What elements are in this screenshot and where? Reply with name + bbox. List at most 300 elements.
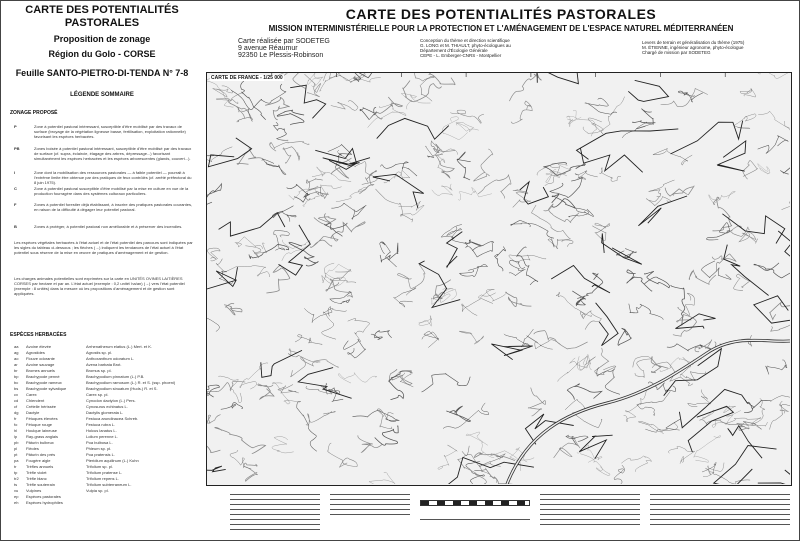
credit-line: Levers de terrain et généralisation du thème (1975) [642, 40, 745, 45]
species-code: pb [14, 440, 19, 445]
zone-boundary [298, 368, 351, 399]
species-scientific: Arrhenatherum elatius (L.) Mert. et K. [86, 344, 153, 349]
contour-line [474, 469, 531, 484]
contour-line [457, 152, 470, 180]
species-name: Brachypode sylvatique [26, 386, 67, 391]
zone-text: Zone à potentiel pastoral intéressant, susceptible d'être mobilisé par des travaux de surface (broyage de la végétation ligneuse basse, fertilisation, exploitation rationnelle) favorisant les espèces herbacées. [34, 124, 186, 139]
contour-line [295, 335, 322, 345]
credit-sodeteg [238, 38, 330, 59]
contour-line [706, 223, 729, 240]
zone-boundary [279, 225, 311, 275]
contour-line [755, 73, 790, 78]
species-name: Carex [26, 392, 37, 397]
contour-line [678, 293, 695, 315]
contour-line [531, 205, 570, 242]
species-name: Espèces pastorales [26, 494, 61, 499]
contour-line [371, 331, 392, 340]
contour-line [324, 223, 347, 236]
species-scientific: Phleum sp. pl. [86, 446, 112, 451]
zone-boundary [491, 344, 532, 360]
contour-line [374, 97, 402, 119]
contour-line [614, 465, 625, 484]
contour-line [570, 358, 590, 370]
contour-line [249, 245, 289, 259]
species-name: Trèfle blanc [26, 476, 47, 481]
contour-line [207, 147, 232, 162]
contour-line [221, 403, 243, 410]
legend-paragraph-species: Les espèces végétales herbacées à l'état actuel et de l'état potentiel des parcours sont indiquées par les sigles du tableau ci-dessous ; les flèches (→) indiquent les tendances de l'état actuel à l'état potentiel sous réserve de la mise en œuvre de pratiques d'aménagement et de gestion. [14, 240, 193, 255]
contour-line [495, 247, 506, 272]
contour-line [244, 463, 258, 481]
zone-boundary [577, 129, 679, 160]
contour-line [272, 437, 294, 453]
contour-line [528, 388, 545, 416]
contour-line [734, 274, 751, 290]
contour-line [358, 435, 382, 452]
contour-line [207, 318, 219, 331]
contour-line [782, 198, 791, 210]
contour-line [638, 421, 677, 434]
species-scientific: Anthoxanthum odoratum L. [86, 356, 135, 361]
contour-line [330, 292, 351, 304]
zone-boundary [207, 267, 238, 289]
zone-boundary [602, 233, 642, 264]
contour-line [694, 435, 721, 462]
species-code: eh [14, 500, 19, 505]
species-code: cf [14, 404, 18, 409]
contour-line [513, 190, 531, 208]
contour-line [478, 175, 511, 198]
contour-line [216, 259, 232, 284]
contour-line [770, 405, 789, 430]
species-scientific: Bromus sp. pl. [86, 368, 112, 373]
contour-line [567, 118, 596, 136]
contour-line [359, 171, 376, 194]
contour-line [343, 339, 365, 358]
credit-line: CEPE - L. Emberger-CNRS - Montpellier [420, 53, 502, 58]
contour-line [272, 383, 300, 404]
contour-line [546, 164, 571, 178]
zone-boundary [207, 466, 226, 472]
contour-line [770, 302, 790, 319]
zonage-title: ZONAGE PROPOSÉ [10, 110, 58, 116]
zone-text: Zones boisée à potentiel pastoral intéressant, susceptible d'être mobilisé par des travaux de surface (cf. supra, éclaircie, élagage des arbres, dépressage...) favorisant simultanément les espèces herbacées et les espèces arborescentes (glands, couvert...). [34, 146, 192, 161]
species-name: Fougère aigle [26, 458, 51, 463]
species-name: Trèfle violet [26, 470, 47, 475]
contour-line [506, 292, 532, 307]
credit-line: Carte réalisée par SODETEG [238, 38, 330, 45]
zone-boundary [579, 435, 612, 459]
contour-line [277, 110, 304, 125]
contour-line [394, 288, 416, 307]
species-scientific: Trifolium pratense L. [86, 470, 123, 475]
species-code: bs [14, 386, 19, 391]
contour-line [398, 265, 426, 289]
contour-line [771, 324, 790, 335]
contour-line [544, 204, 579, 223]
species-code: ep [14, 494, 19, 499]
contour-line [369, 472, 395, 484]
contour-line [585, 98, 617, 114]
contour-line [744, 400, 771, 412]
species-code: pt [14, 452, 18, 457]
zone-boundary [638, 196, 687, 226]
contour-line [230, 450, 251, 469]
species-name: Agrostides [26, 350, 45, 355]
contour-line [320, 73, 381, 91]
contour-line [548, 238, 573, 248]
contour-line [213, 86, 233, 97]
contour-line [224, 303, 242, 315]
contour-line [330, 269, 356, 283]
zone-boundary [717, 141, 746, 171]
contour-line [222, 266, 269, 277]
species-name: Crételle hérissée [26, 404, 57, 409]
zone-code: C [14, 186, 17, 191]
contour-line [566, 110, 581, 126]
species-name: Dactyle [26, 410, 40, 415]
contour-line [474, 453, 514, 461]
contour-line [331, 222, 365, 239]
species-scientific: Festuca rubra L. [86, 422, 116, 427]
zone-boundary [758, 470, 790, 484]
species-code: cd [14, 398, 19, 403]
proposition-label: Proposition de zonage [53, 34, 151, 44]
contour-line [306, 179, 323, 197]
contour-line [453, 237, 493, 257]
zone-boundary [580, 148, 642, 172]
contour-line [709, 191, 736, 204]
left-title [4, 4, 200, 29]
species-code: pl [14, 446, 18, 451]
contour-line [558, 356, 596, 381]
contour-line [734, 114, 756, 129]
contour-line [567, 384, 601, 400]
species-scientific: Festuca arundinacea Schreb. [86, 416, 139, 421]
contour-line [511, 101, 532, 123]
credit-line: 9 avenue Réaumur [238, 45, 298, 52]
species-scientific: Agrostis sp. pl. [86, 350, 113, 355]
contour-line [739, 232, 758, 243]
contour-line [389, 371, 412, 400]
zone-boundary [596, 303, 619, 346]
contour-line [618, 328, 631, 345]
species-scientific [86, 500, 194, 506]
contour-line [336, 187, 368, 202]
zone-boundary [754, 296, 790, 323]
contour-line [207, 381, 245, 395]
contour-line [565, 400, 602, 428]
credit-line: Chargé de mission par SODETEG [642, 50, 711, 55]
species-name: Pâturin des prés [26, 452, 56, 457]
contour-line [459, 331, 483, 344]
species-code: cx [14, 392, 18, 397]
zone-boundary [722, 214, 784, 244]
contour-line [592, 223, 609, 240]
zone-text: Zone à potentiel pastoral susceptible d'être mobilisé par la mise en culture en vue de la production fourragère dans des systèmes culturaux particuliers. [34, 186, 189, 196]
contour-line [235, 237, 263, 249]
contour-line [462, 298, 493, 315]
zone-boundary [323, 158, 370, 167]
species-scientific: Trifolium subterraneum L. [86, 482, 132, 487]
contour-line [550, 177, 582, 197]
contour-line [422, 331, 439, 347]
contour-line [331, 203, 366, 219]
especes-title: ESPÈCES HERBACÉES [10, 332, 67, 338]
contour-line [328, 443, 358, 467]
credit-line: M. ÉTIENNE, ingénieur agronome, phyto-écologue [642, 45, 744, 50]
contour-line [322, 308, 347, 339]
species-name: Fétuque rouge [26, 422, 53, 427]
contour-line [240, 363, 268, 389]
contour-line [754, 263, 790, 278]
contour-line [689, 270, 716, 284]
credit-line: G. LONG et M. THIAULT, phyto-écologues au [420, 43, 511, 48]
zone-boundary [628, 80, 668, 101]
legend-block-symbols [330, 490, 410, 536]
contour-line [314, 213, 336, 224]
species-name: Brachypode penné [26, 374, 60, 379]
zone-code: B [14, 224, 17, 229]
species-code: tr [14, 464, 17, 469]
credit-conception [420, 38, 511, 58]
species-list [14, 344, 194, 506]
species-name: Houlque laineuse [26, 428, 57, 433]
contour-line [554, 438, 580, 458]
contour-line [661, 89, 708, 107]
contour-line [575, 171, 598, 180]
contour-line [283, 147, 300, 164]
species-scientific: Cynosurus echinatus L. [86, 404, 128, 409]
contour-line [438, 445, 458, 469]
species-code: bp [14, 374, 19, 379]
contour-line [215, 427, 266, 453]
contour-line [258, 384, 274, 399]
species-scientific: Dactylis glomerata L. [86, 410, 124, 415]
species-code: ar [14, 362, 18, 367]
contour-line [600, 168, 621, 181]
contour-line [688, 390, 711, 407]
zone-boundary [447, 232, 463, 268]
contour-line [473, 149, 492, 181]
feuille-label: Feuille SANTO-PIETRO-DI-TENDA N° 7-8 [15, 68, 189, 78]
contour-line [616, 248, 636, 257]
contour-line [353, 411, 400, 422]
contour-line [305, 74, 321, 97]
contour-line [740, 88, 756, 97]
contour-line [458, 187, 492, 200]
contour-line [339, 373, 377, 384]
species-code: pa [14, 458, 19, 463]
species-scientific: Vulpia sp. pl. [86, 488, 109, 493]
species-scientific: Brachypodium sinuatum (Huds.) R. et S. [86, 386, 158, 391]
map-scale-label: CARTE DE FRANCE - 1/25 000 [211, 75, 283, 81]
species-name: Brachypode rameux [26, 380, 62, 385]
contour-line [218, 376, 241, 403]
zone-boundary [778, 231, 790, 264]
contour-line [702, 406, 735, 419]
contour-line [287, 184, 310, 202]
contour-line [701, 261, 731, 279]
contour-line [577, 273, 602, 299]
contour-line [433, 280, 450, 300]
contour-line [263, 159, 286, 175]
species-name: Espèces hydrophiles [26, 500, 63, 505]
legend-paragraph-charges: Les charges animales potentielles sont exprimées sur la carte en UNITÉS OVINES LAITIÈRES CORSES par hectare et par an. L'état actuel (exemple : 0,2 unité/ ha/an) (→) vers l'état potentiel (exemple : 8 unités) dans la mesure où les propositions d'aménagement et de gestion sont appliquées. [14, 276, 185, 296]
contour-line [678, 91, 702, 102]
contour-line [629, 304, 663, 320]
contour-line [478, 289, 505, 301]
legend-block-scale [420, 490, 530, 536]
contour-line [306, 411, 335, 425]
contour-line [306, 383, 332, 394]
zone-text: Zone dont la mobilisation des ressources pastorales — à faible potentiel — pourrait à l'extrême limite être obtenue par des pratiques de feux contrôlés (cf. arrêté préfectoral du 8 juin 1975). [34, 170, 192, 185]
contour-line [381, 162, 418, 176]
contour-line [713, 197, 732, 231]
species-name: Fléoles [26, 446, 39, 451]
main-title: CARTE DES POTENTIALITÉS PASTORALES [345, 6, 657, 22]
contour-line [509, 260, 525, 275]
contour-line [671, 285, 685, 326]
species-code: ts [14, 482, 18, 487]
contour-line [622, 122, 653, 138]
species-name: Fétuques élevées [26, 416, 58, 421]
contour-line [569, 208, 594, 217]
species-code: lp [14, 434, 18, 439]
mission-title: MISSION INTERMINISTÉRIELLE POUR LA PROTECTION ET L'AMÉNAGEMENT DE L'ESPACE NATUREL MÉDITERRANÉEN [268, 24, 734, 33]
river [507, 340, 790, 484]
species-code: br [14, 368, 18, 373]
contour-line [580, 454, 610, 476]
contour-line [644, 271, 669, 288]
species-code: tr2 [14, 476, 19, 481]
contour-line [742, 160, 757, 179]
legend-block-roads [540, 490, 640, 536]
contour-line [207, 248, 220, 261]
zone-code: F [14, 202, 17, 207]
species-scientific: Brachypodium pinnatum (L.) P.B. [86, 374, 145, 379]
species-scientific: Poa pratensis L. [86, 452, 115, 457]
species-code: dg [14, 410, 19, 415]
contour-line [441, 225, 462, 238]
left-title-line2: PASTORALES [64, 17, 140, 29]
species-code: ao [14, 356, 19, 361]
contour-line [758, 136, 788, 154]
contour-line [509, 73, 541, 101]
contour-line [348, 319, 370, 342]
species-name: Trèfle souterrain [26, 482, 55, 487]
zone-boundary [728, 426, 762, 459]
contour-line [207, 184, 222, 210]
zone-boundary [724, 245, 769, 296]
contour-line [380, 242, 397, 267]
zone-code: PB [14, 146, 20, 151]
left-title-line1: CARTE DES POTENTIALITÉS [25, 4, 179, 16]
contour-line [274, 122, 289, 140]
species-scientific: Pteridium aquilinum (L.) Kuhn [86, 458, 139, 463]
species-code: aa [14, 344, 19, 349]
species-scientific: Poa bulbosa L. [86, 440, 113, 445]
contour-line [422, 374, 471, 392]
legend-title: LÉGENDE SOMMAIRE [70, 92, 134, 98]
contour-line [270, 142, 309, 152]
contour-line [311, 235, 338, 248]
species-scientific: Carex sp. pl. [86, 392, 109, 397]
contour-line [331, 100, 358, 110]
contour-line [758, 111, 790, 133]
species-name: Avoine élevée [26, 344, 52, 349]
contour-line [427, 73, 455, 85]
zone-boundary [714, 446, 777, 485]
zone-boundary [208, 138, 251, 167]
zone-boundary [671, 121, 743, 154]
contour-line [632, 109, 655, 125]
contour-line [297, 401, 317, 451]
contour-line [207, 440, 220, 452]
species-scientific: Avena barbata Brot. [86, 362, 122, 367]
contour-line [653, 149, 692, 166]
contour-line [597, 368, 620, 395]
species-name: Vulpines [26, 488, 42, 493]
species-name: Chiendent [26, 398, 45, 403]
species-code: ag [14, 350, 19, 355]
contour-line [552, 194, 576, 208]
zone-boundary [537, 73, 601, 84]
species-code: vu [14, 488, 19, 493]
contour-line [274, 230, 290, 250]
contour-line [504, 329, 534, 347]
contour-line [338, 151, 378, 185]
contour-line [645, 419, 680, 432]
species-scientific: Lolium perenne L. [86, 434, 119, 439]
contour-line [758, 164, 770, 174]
species-name: Trèfles annuels [26, 464, 54, 469]
contour-line [245, 243, 266, 258]
zone-code: I [14, 170, 16, 175]
species-scientific: Brachypodium ramosum (L.) R. et S. (ssp. phoeni) [86, 380, 176, 385]
zone-boundary [377, 118, 449, 139]
contour-line [649, 180, 675, 197]
contour-line [583, 97, 625, 134]
zone-boundary [679, 389, 747, 427]
contour-line [637, 391, 671, 415]
contour-line [231, 84, 286, 110]
species-code: hl [14, 428, 18, 433]
species-code: tp [14, 470, 18, 475]
contour-line [304, 307, 332, 323]
contour-line [465, 240, 494, 251]
contour-line [443, 403, 489, 429]
contour-line [527, 336, 561, 349]
species-name: Avoine sauvage [26, 362, 55, 367]
species-row [14, 500, 194, 506]
river-core [507, 340, 790, 484]
contour-line [291, 357, 321, 377]
contour-line [509, 255, 546, 263]
contour-line [288, 349, 338, 368]
zone-text: Zones à potentiel forestier déjà établissant, à inscrire des pratiques pastorales courantes, en raison de la difficulté à dégager leur potentiel pastoral. [34, 202, 193, 212]
zone-text: Zones à protéger, à potentiel pastoral non améliorable et à préserver des incendies. [34, 224, 183, 229]
topographic-map[interactable] [206, 72, 792, 486]
legend-block-vegetation [650, 490, 790, 536]
species-scientific: Trifolium sp. pl. [86, 464, 113, 469]
contour-line [766, 360, 787, 374]
species-code: fo [14, 422, 18, 427]
contour-line [375, 426, 399, 446]
map-canvas [207, 73, 790, 484]
contour-line [435, 154, 454, 178]
contour-line [216, 92, 242, 104]
